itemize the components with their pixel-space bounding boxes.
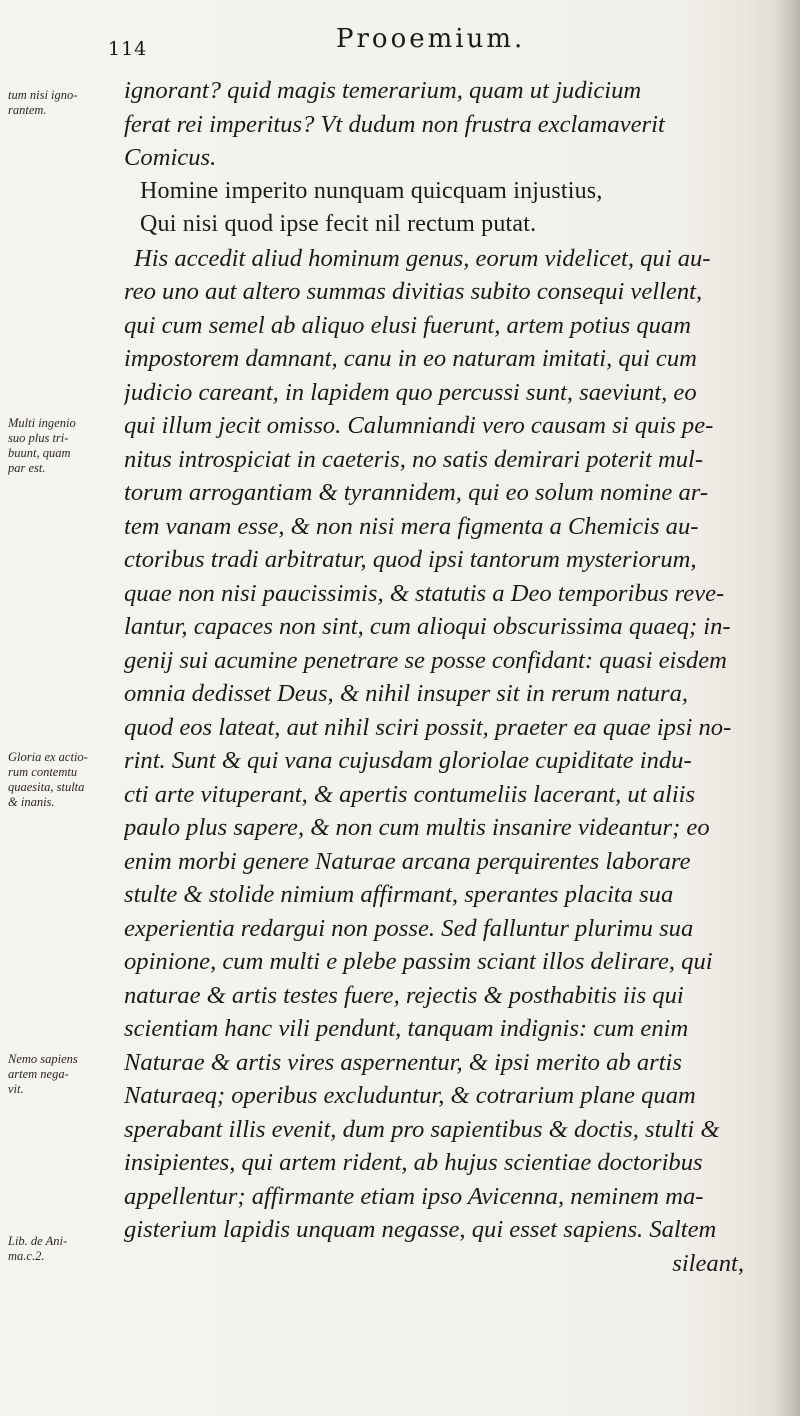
text-line: Comicus. (124, 144, 217, 171)
text-line: ferat rei imperitus? Vt dudum non frustra exclamaverit (124, 110, 665, 138)
marginal-line: Lib. de Ani- (8, 1234, 68, 1248)
text-line: Naturaeq; operibus excluduntur, & cotrarium plane quam (124, 1082, 696, 1109)
text-line: gisterium lapidis unquam negasse, qui esset sapiens. Saltem (124, 1216, 717, 1243)
text-line: insipientes, qui artem rident, ab hujus scientiae doctoribus (124, 1149, 703, 1176)
text-line: omnia dedisset Deus, & nihil insuper sit in rerum natura, (124, 680, 689, 707)
marginal-line: vit. (8, 1082, 24, 1096)
text-line: quod eos lateat, aut nihil sciri possit, praeter ea quae ipsi no- (124, 713, 732, 741)
marginal-line: quaesita, stulta (8, 780, 85, 794)
text-line: sperabant illis evenit, dum pro sapientibus & doctis, stulti & (124, 1115, 720, 1143)
marginal-note-2 (8, 416, 120, 476)
text-line: judicio careant, in lapidem quo percussi sunt, saeviunt, eo (124, 378, 697, 406)
marginal-line: artem nega- (8, 1067, 69, 1081)
text-line: reo uno aut altero summas divitias subito consequi vellent, (124, 278, 703, 305)
text-line: stulte & stolide nimium affirmant, sperantes placita sua (124, 881, 674, 908)
text-line: Naturae & artis vires aspernentur, & ipsi merito ab artis (124, 1048, 682, 1076)
marginal-line: Gloria ex actio- (8, 750, 88, 764)
text-line: qui cum semel ab aliquo elusi fuerunt, artem potius quam (124, 311, 691, 339)
text-line: rint. Sunt & qui vana cujusdam gloriolae cupiditate indu- (124, 747, 692, 774)
text-line: ignorant? quid magis temerarium, quam ut judicium (124, 77, 642, 104)
text-line: naturae & artis testes fuere, rejectis & posthabitis iis qui (124, 981, 684, 1009)
text-line: qui illum jecit omisso. Calumniandi vero causam si quis pe- (124, 412, 714, 439)
marginal-line: rantem. (8, 103, 47, 117)
running-head: Prooemium. (336, 24, 526, 54)
text-line: His accedit aliud hominum genus, eorum videlicet, qui au- (134, 244, 711, 272)
text-line: torum arrogantiam & tyrannidem, qui eo solum nomine ar- (124, 479, 709, 506)
text-line: paulo plus sapere, & non cum multis insanire videantur; eo (124, 814, 710, 841)
body-text (124, 74, 784, 1280)
text-line: ctoribus tradi arbitratur, quod ipsi tantorum mysteriorum, (124, 546, 697, 573)
text-line: impostorem damnant, canu in eo naturam imitati, qui cum (124, 345, 697, 372)
marginal-line: tum nisi igno- (8, 88, 78, 102)
text-line: opinione, cum multi e plebe passim sciant illos delirare, qui (124, 948, 713, 975)
marginal-note-4 (8, 1052, 120, 1097)
text-line: cti arte vituperant, & apertis contumeliis lacerant, ut aliis (124, 780, 696, 808)
text-line: quae non nisi paucissimis, & statutis a Deo temporibus reve- (124, 579, 725, 607)
text-line: nitus introspiciat in caeteris, no satis demirari poterit mul- (124, 445, 704, 473)
text-line: genij sui acumine penetrare se posse confidant: quasi eisdem (124, 646, 727, 674)
marginal-note-3 (8, 750, 120, 810)
marginal-line: & inanis. (8, 795, 55, 809)
text-line: tem vanam esse, & non nisi mera figmenta a Chemicis au- (124, 512, 699, 540)
marginal-note-5 (8, 1234, 120, 1264)
text-line: sileant, (672, 1249, 744, 1277)
text-line: scientiam hanc vili pendunt, tanquam indignis: cum enim (124, 1015, 689, 1042)
marginal-line: buunt, quam (8, 446, 71, 460)
text-line: lantur, capaces non sint, cum alioqui obscurissima quaeq; in- (124, 613, 731, 640)
page-header (108, 20, 748, 60)
marginal-line: Nemo sapiens (8, 1052, 78, 1066)
text-line: enim morbi genere Naturae arcana perquirentes laborare (124, 847, 691, 875)
text-line: Qui nisi quod ipse fecit nil rectum putat. (140, 211, 537, 237)
marginal-line: suo plus tri- (8, 431, 69, 445)
marginal-line: Multi ingenio (8, 416, 76, 430)
marginal-line: ma.c.2. (8, 1249, 45, 1263)
text-line: appellentur; affirmante etiam ipso Avicenna, neminem ma- (124, 1182, 704, 1210)
marginal-note-1 (8, 88, 120, 118)
page-number: 114 (108, 38, 148, 60)
marginal-line: rum contemtu (8, 765, 78, 779)
text-line: Homine imperito nunquam quicquam injustius, (140, 177, 603, 204)
marginal-line: par est. (8, 461, 46, 475)
text-line: experientia redargui non posse. Sed falluntur plurimu sua (124, 914, 694, 942)
